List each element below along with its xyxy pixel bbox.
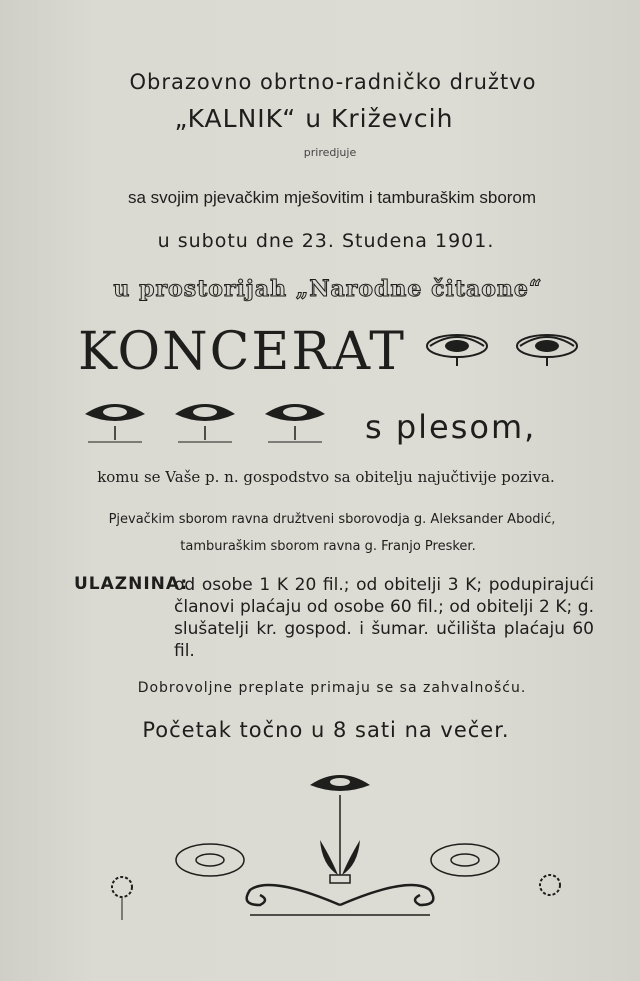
choir-leader-text: Pjevačkim sborom ravna družtveni sborovodja g. Aleksander Abodić, bbox=[108, 512, 556, 527]
event-title: KONCERAT bbox=[78, 322, 406, 382]
admission-label: ULAZNINA: bbox=[74, 574, 189, 594]
invitation-text: komu se Vaše p. n. gospodstvo sa obitelju najučtivije poziva. bbox=[97, 468, 555, 486]
event-date: u subotu dne 23. Studena 1901. bbox=[157, 230, 495, 252]
flower-ornament-icon bbox=[512, 328, 582, 368]
tambura-leader-text: tamburaškim sborom ravna g. Franjo Presker. bbox=[180, 539, 476, 554]
flower-ornament-icon bbox=[80, 396, 150, 448]
start-time: Početak točno u 8 sati na večer. bbox=[142, 718, 510, 742]
flower-ornament-icon bbox=[170, 396, 240, 448]
choirs-text: sa svojim pjevačkim mješovitim i tamburaškim sborom bbox=[127, 188, 537, 207]
organization-name: Obrazovno obrtno-radničko družtvo bbox=[129, 70, 537, 94]
floral-ornament-icon bbox=[100, 765, 570, 925]
admission-prices: od osobe 1 K 20 fil.; od obitelji 3 K; podupirajući članovi plaćaju od osobe 60 fil.; od obitelji 2 K; g. slušatelji kr. gospod. i šumar. učilišta plaćaju 60 fil. bbox=[174, 575, 594, 661]
flower-ornament-icon bbox=[422, 328, 492, 368]
society-name: „KALNIK“ u Križevcih bbox=[174, 104, 454, 133]
flower-ornament-icon bbox=[260, 396, 330, 448]
event-venue: u prostorijah „Narodne čitaone“ bbox=[113, 276, 543, 302]
event-subtitle: s plesom, bbox=[365, 408, 537, 446]
presents-text: priredjuje bbox=[303, 146, 357, 159]
donations-text: Dobrovoljne preplate primaju se sa zahvalnošću. bbox=[137, 680, 527, 696]
